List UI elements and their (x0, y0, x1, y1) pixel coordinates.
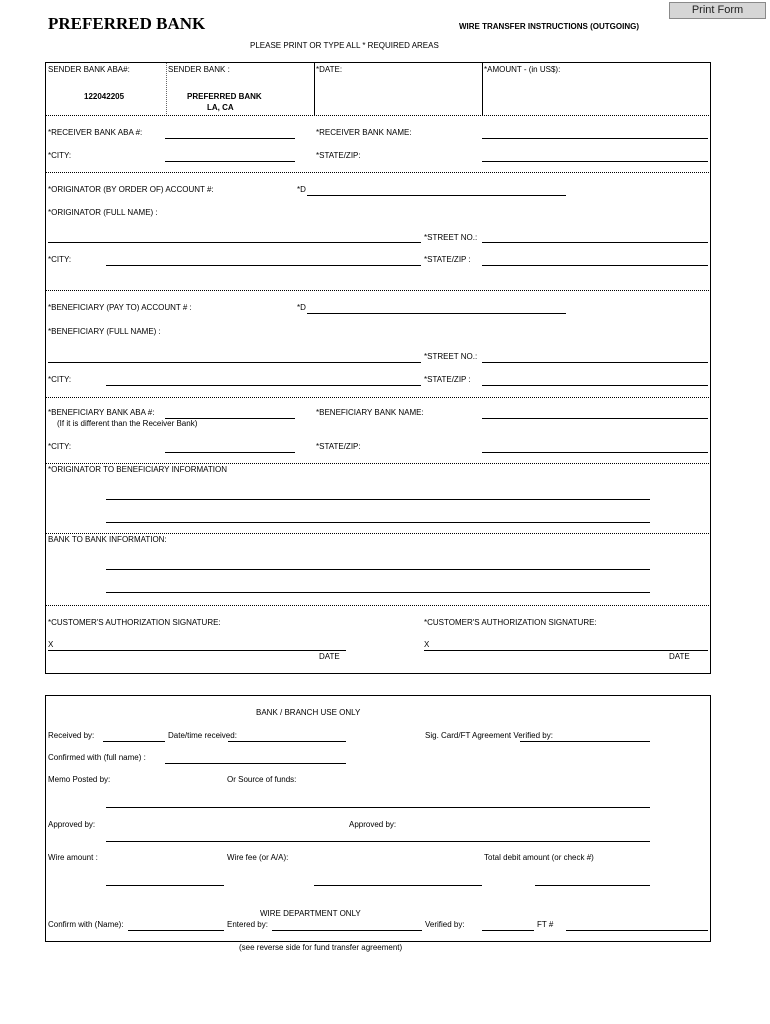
separator (46, 172, 710, 173)
beneficiary-bank-state-zip-label: *STATE/ZIP: (316, 442, 361, 451)
bank-to-bank-label: BANK TO BANK INFORMATION: (48, 535, 167, 544)
originator-city-label: *CITY: (48, 255, 72, 264)
beneficiary-city-label: *CITY: (48, 375, 72, 384)
sig-card-label: Sig. Card/FT Agreement Verified by: (425, 731, 553, 740)
beneficiary-state-zip-field[interactable] (482, 385, 708, 386)
main-form-frame (45, 62, 711, 674)
ft-number-label: FT # (537, 920, 554, 929)
confirmed-with-label: Confirmed with (full name) : (48, 753, 146, 762)
ft-number-field[interactable] (566, 930, 708, 931)
beneficiary-account-field[interactable] (307, 313, 566, 314)
beneficiary-city-field[interactable] (106, 385, 421, 386)
beneficiary-bank-aba-note: (If it is different than the Receiver Bank) (57, 419, 198, 428)
separator (46, 605, 710, 606)
beneficiary-bank-name-label: *BENEFICIARY BANK NAME: (316, 408, 424, 417)
total-debit-field[interactable] (535, 885, 650, 886)
sender-divider-3 (482, 63, 483, 116)
verified-by-label: Verified by: (425, 920, 465, 929)
beneficiary-street-label: *STREET NO.: (424, 352, 478, 361)
orig-to-benef-line-1[interactable] (106, 499, 650, 500)
branch-use-title: BANK / BRANCH USE ONLY (256, 708, 361, 717)
source-of-funds-label: Or Source of funds: (227, 775, 297, 784)
instructions: PLEASE PRINT OR TYPE ALL * REQUIRED AREAS (250, 41, 439, 50)
entered-by-field[interactable] (272, 930, 422, 931)
wire-dept-title: WIRE DEPARTMENT ONLY (260, 909, 361, 918)
signature-right-date-label: DATE (669, 652, 690, 661)
originator-full-name-label: *ORIGINATOR (FULL NAME) : (48, 208, 158, 217)
receiver-aba-field[interactable] (165, 138, 295, 139)
beneficiary-bank-city-label: *CITY: (48, 442, 72, 451)
confirmed-with-field[interactable] (165, 763, 346, 764)
source-of-funds-field[interactable] (106, 807, 650, 808)
beneficiary-full-name-label: *BENEFICIARY (FULL NAME) : (48, 327, 161, 336)
beneficiary-bank-name-field[interactable] (482, 418, 708, 419)
sender-bank-label: SENDER BANK : (168, 65, 230, 74)
sender-bank-name: PREFERRED BANK (187, 92, 262, 101)
sender-aba-value: 122042205 (84, 92, 125, 101)
wire-fee-field[interactable] (314, 885, 482, 886)
sender-divider-1 (166, 63, 167, 116)
beneficiary-bank-city-field[interactable] (165, 452, 295, 453)
originator-full-name-field[interactable] (48, 242, 421, 243)
separator (46, 397, 710, 398)
signature-left-field[interactable] (48, 650, 346, 651)
footer-note: (see reverse side for fund transfer agreement) (239, 943, 403, 952)
form-title: WIRE TRANSFER INSTRUCTIONS (OUTGOING) (459, 22, 639, 31)
datetime-received-label: Date/time received: (168, 731, 237, 740)
entered-by-label: Entered by: (227, 920, 268, 929)
wire-amount-label: Wire amount : (48, 853, 98, 862)
signature-right-field[interactable] (424, 650, 708, 651)
originator-account-label: *ORIGINATOR (BY ORDER OF) ACCOUNT #: (48, 185, 214, 194)
sender-divider-2 (314, 63, 315, 116)
bank-to-bank-line-1[interactable] (106, 569, 650, 570)
orig-to-benef-line-2[interactable] (106, 522, 650, 523)
verified-by-field[interactable] (482, 930, 534, 931)
confirm-with-name-label: Confirm with (Name): (48, 920, 124, 929)
sig-card-field[interactable] (520, 741, 650, 742)
beneficiary-account-prefix: *D (297, 303, 306, 312)
orig-to-benef-label: *ORIGINATOR TO BENEFICIARY INFORMATION (48, 465, 227, 474)
originator-city-field[interactable] (106, 265, 421, 266)
received-by-field[interactable] (103, 741, 165, 742)
receiver-name-field[interactable] (482, 138, 708, 139)
datetime-received-field[interactable] (228, 741, 346, 742)
approved-by-field[interactable] (106, 841, 650, 842)
receiver-state-zip-field[interactable] (482, 161, 708, 162)
received-by-label: Received by: (48, 731, 95, 740)
wire-fee-label: Wire fee (or A/A): (227, 853, 289, 862)
beneficiary-state-zip-label: *STATE/ZIP : (424, 375, 471, 384)
signature-left-label: *CUSTOMER'S AUTHORIZATION SIGNATURE: (48, 618, 221, 627)
receiver-aba-label: *RECEIVER BANK ABA #: (48, 128, 143, 137)
originator-state-zip-label: *STATE/ZIP : (424, 255, 471, 264)
signature-right-label: *CUSTOMER'S AUTHORIZATION SIGNATURE: (424, 618, 597, 627)
originator-account-prefix: *D (297, 185, 306, 194)
receiver-state-zip-label: *STATE/ZIP: (316, 151, 361, 160)
separator (46, 533, 710, 534)
bank-name: PREFERRED BANK (48, 14, 206, 33)
wire-amount-field[interactable] (106, 885, 224, 886)
memo-posted-label: Memo Posted by: (48, 775, 111, 784)
print-form-button[interactable]: Print Form (669, 2, 766, 19)
sender-aba-label: SENDER BANK ABA#: (48, 65, 130, 74)
branch-use-frame (45, 695, 711, 942)
amount-label: *AMOUNT - (in US$): (484, 65, 561, 74)
receiver-city-label: *CITY: (48, 151, 72, 160)
signature-right-x: X (424, 640, 430, 649)
originator-state-zip-field[interactable] (482, 265, 708, 266)
receiver-city-field[interactable] (165, 161, 295, 162)
beneficiary-street-field[interactable] (482, 362, 708, 363)
originator-street-field[interactable] (482, 242, 708, 243)
beneficiary-account-label: *BENEFICIARY (PAY TO) ACCOUNT # : (48, 303, 192, 312)
total-debit-label: Total debit amount (or check #) (484, 853, 594, 862)
beneficiary-bank-state-zip-field[interactable] (482, 452, 708, 453)
separator (46, 463, 710, 464)
separator (46, 115, 710, 116)
sender-bank-location: LA, CA (207, 103, 234, 112)
confirm-with-name-field[interactable] (128, 930, 224, 931)
beneficiary-full-name-field[interactable] (48, 362, 421, 363)
approved-by-2-label: Approved by: (349, 820, 397, 829)
separator (46, 290, 710, 291)
bank-to-bank-line-2[interactable] (106, 592, 650, 593)
originator-account-field[interactable] (307, 195, 566, 196)
approved-by-1-label: Approved by: (48, 820, 96, 829)
date-label: *DATE: (316, 65, 343, 74)
receiver-name-label: *RECEIVER BANK NAME: (316, 128, 412, 137)
originator-street-label: *STREET NO.: (424, 233, 478, 242)
signature-left-x: X (48, 640, 54, 649)
beneficiary-bank-aba-label: *BENEFICIARY BANK ABA #: (48, 408, 155, 417)
signature-left-date-label: DATE (319, 652, 340, 661)
